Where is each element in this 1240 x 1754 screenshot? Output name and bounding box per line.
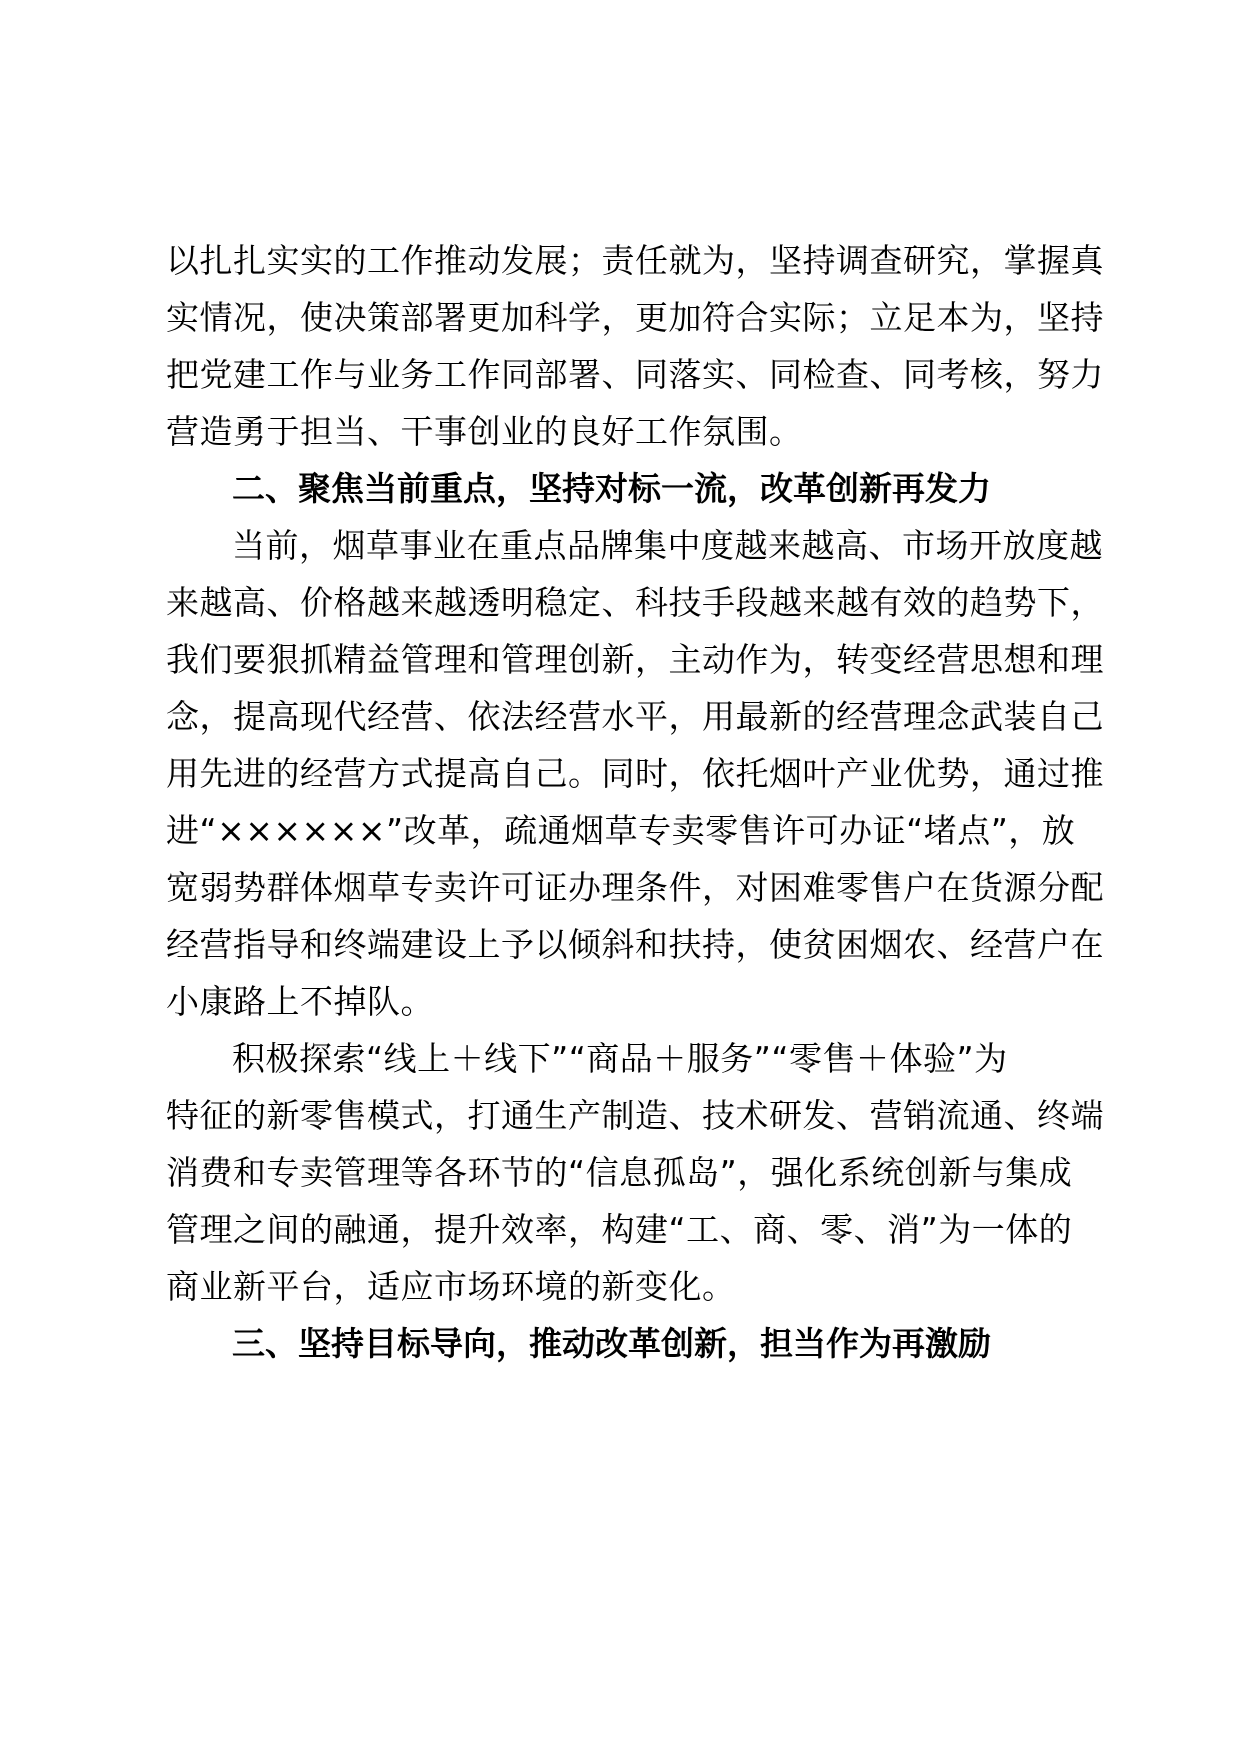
section-heading-3: 三、坚持目标导向，推动改革创新，担当作为再激励 — [232, 1324, 991, 1363]
paragraph-2-line-2: 来越高、价格越来越透明稳定、科技手段越来越有效的趋势下， — [166, 583, 1104, 622]
paragraph-1-line-4: 营造勇于担当、干事创业的良好工作氛围。 — [166, 412, 803, 451]
paragraph-2-line-1: 当前，烟草事业在重点品牌集中度越来越高、市场开放度越 — [232, 526, 1103, 565]
paragraph-1-line-1: 以扎扎实实的工作推动发展；责任就为，坚持调查研究，掌握真 — [166, 241, 1104, 280]
paragraph-2-line-4: 念，提高现代经营、依法经营水平，用最新的经营理念武装自己 — [166, 697, 1104, 736]
section-heading-2: 二、聚焦当前重点，坚持对标一流，改革创新再发力 — [232, 469, 991, 508]
paragraph-2-line-7: 宽弱势群体烟草专卖许可证办理条件，对困难零售户在货源分配 — [166, 868, 1104, 907]
paragraph-1-line-2: 实情况，使决策部署更加科学，更加符合实际；立足本为，坚持 — [166, 298, 1104, 337]
paragraph-3-line-1: 积极探索“线上＋线下”“商品＋服务”“零售＋体验”为 — [232, 1039, 1008, 1078]
paragraph-2-line-8: 经营指导和终端建设上予以倾斜和扶持，使贫困烟农、经营户在 — [166, 925, 1104, 964]
paragraph-2-line-9: 小康路上不掉队。 — [166, 982, 434, 1021]
paragraph-2-line-3: 我们要狠抓精益管理和管理创新，主动作为，转变经营思想和理 — [166, 640, 1104, 679]
paragraph-2-line-5: 用先进的经营方式提高自己。同时，依托烟叶产业优势，通过推 — [166, 754, 1104, 793]
paragraph-1-line-3: 把党建工作与业务工作同部署、同落实、同检查、同考核，努力 — [166, 355, 1104, 394]
paragraph-3-line-2: 特征的新零售模式，打通生产制造、技术研发、营销流通、终端 — [166, 1096, 1104, 1135]
paragraph-3-line-3: 消费和专卖管理等各环节的“信息孤岛”，强化系统创新与集成 — [166, 1153, 1073, 1192]
paragraph-3-line-5: 商业新平台，适应市场环境的新变化。 — [166, 1267, 736, 1306]
paragraph-3-line-4: 管理之间的融通，提升效率，构建“工、商、零、消”为一体的 — [166, 1210, 1073, 1249]
paragraph-2-line-6: 进“××××××”改革，疏通烟草专卖零售许可办证“堵点”，放 — [166, 811, 1076, 850]
